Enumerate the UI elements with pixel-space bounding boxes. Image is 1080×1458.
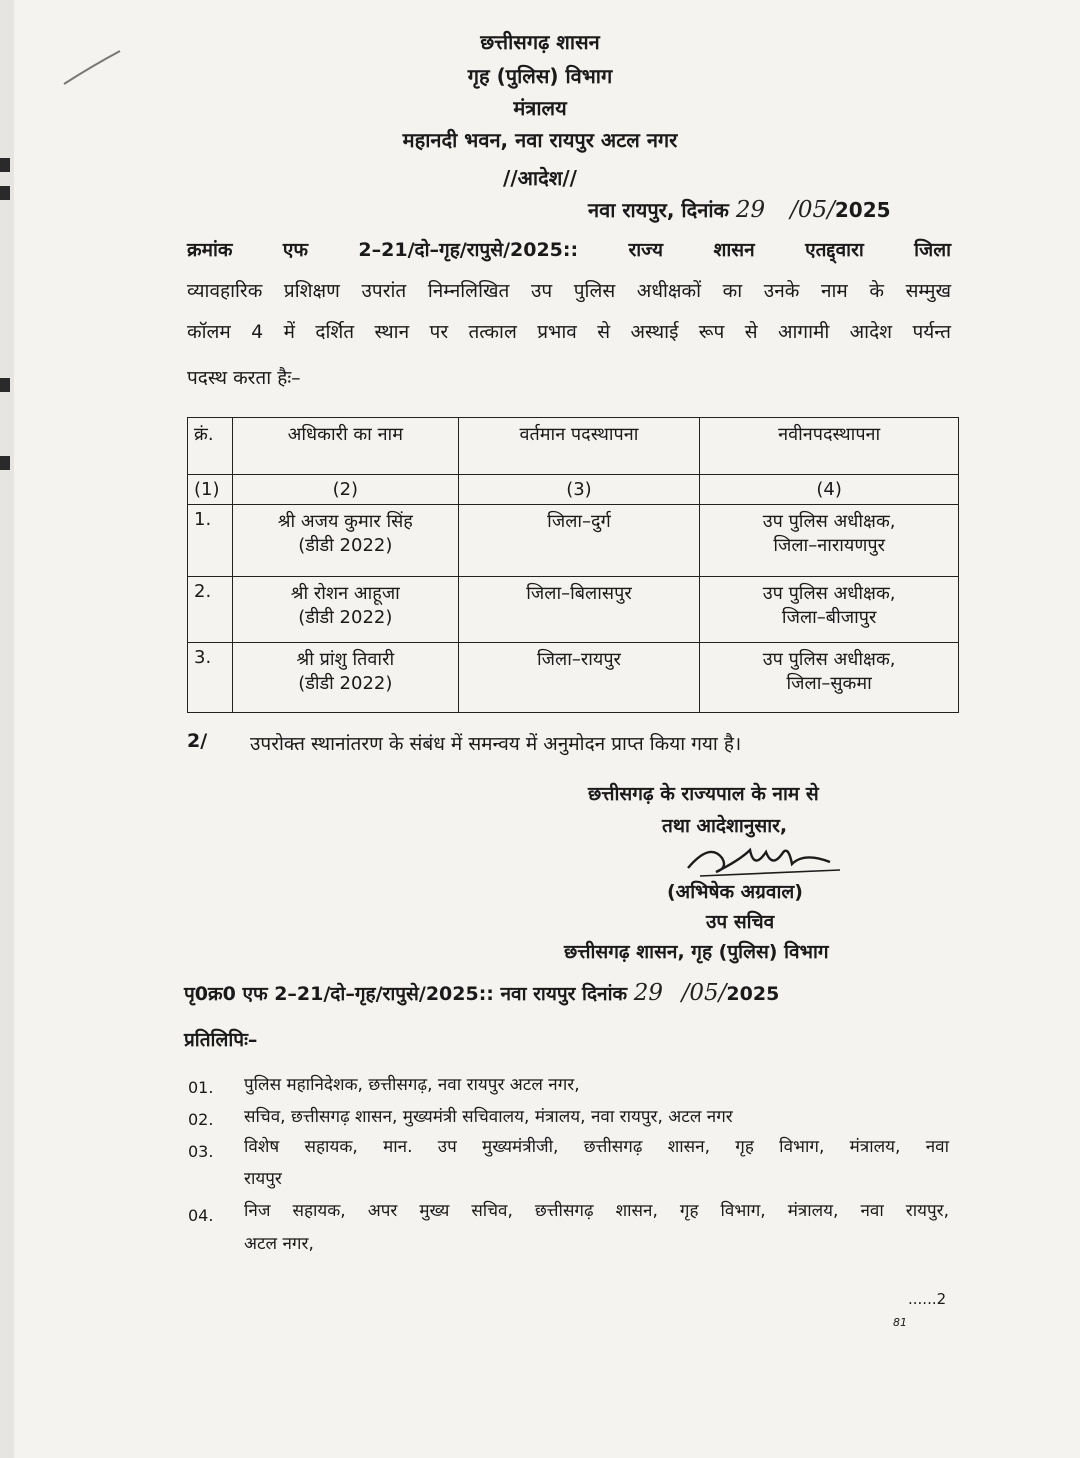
page-edge — [0, 0, 14, 1458]
next-page-indicator: ......2 — [908, 1290, 947, 1308]
page-mark: 81 — [893, 1316, 907, 1329]
officer-batch: (डीडी 2022) — [298, 535, 393, 556]
para1-line-1: क्रमांक एफ 2–21/दो–गृह/रापुसे/2025:: राज्य शासन एतद्द्वारा जिला — [187, 239, 951, 261]
new-place: जिला–सुकमा — [786, 673, 872, 694]
row-serial: 1. — [188, 505, 233, 577]
copy-number: 03. — [188, 1142, 214, 1161]
endorsement-year: 2025 — [726, 983, 780, 1005]
colnum-3: (3) — [458, 475, 700, 505]
endorsement-day: 29 — [633, 980, 664, 1006]
copy-number: 04. — [188, 1206, 214, 1225]
header-serial: क्रं. — [188, 418, 233, 475]
header-address: महानदी भवन, नवा रायपुर अटल नगर — [402, 128, 678, 152]
officer-name: श्री रोशन आहूजा — [290, 583, 400, 604]
row-new — [700, 505, 959, 577]
copy-text: पुलिस महानिदेशक, छत्तीसगढ़, नवा रायपुर अटल नगर, — [244, 1075, 580, 1095]
table-row — [188, 577, 959, 643]
date-day: 29 — [735, 197, 766, 223]
endorsement-ref: पृ0क्र0 एफ 2–21/दो–गृह/रापुसे/2025:: नवा रायपुर दिनांक — [184, 983, 628, 1005]
header-officer-name: अधिकारी का नाम — [232, 418, 458, 475]
colnum-4: (4) — [700, 475, 959, 505]
row-serial: 2. — [188, 577, 233, 643]
officer-name: श्री अजय कुमार सिंह — [277, 511, 413, 532]
para1-line-2: व्यावहारिक प्रशिक्षण उपरांत निम्नलिखित उप पुलिस अधीक्षकों का उनके नाम के सम्मुख — [187, 280, 951, 302]
new-post: उप पुलिस अधीक्षक, — [762, 583, 896, 604]
para2-number: 2/ — [187, 730, 208, 752]
row-officer — [232, 643, 458, 713]
copy-text-cont: अटल नगर, — [244, 1234, 314, 1254]
header-department: गृह (पुलिस) विभाग — [467, 64, 613, 88]
date-year: 2025 — [834, 198, 891, 222]
row-current: जिला–बिलासपुर — [458, 577, 700, 643]
header-government: छत्तीसगढ़ शासन — [480, 30, 600, 54]
edge-mark — [0, 378, 10, 392]
order-title: //आदेश// — [503, 166, 577, 190]
signatory-designation: उप सचिव — [706, 911, 775, 933]
new-place: जिला–बीजापुर — [781, 607, 877, 628]
colnum-1: (1) — [188, 475, 233, 505]
table-header-row — [188, 418, 959, 475]
header-new-posting: नवीनपदस्थापना — [700, 418, 959, 475]
new-post: उप पुलिस अधीक्षक, — [762, 649, 896, 670]
header-current-posting: वर्तमान पदस्थापना — [458, 418, 700, 475]
officer-name: श्री प्रांशु तिवारी — [296, 649, 395, 670]
copy-text: सचिव, छत्तीसगढ़ शासन, मुख्यमंत्री सचिवालय, मंत्रालय, नवा रायपुर, अटल नगर — [244, 1107, 733, 1127]
copy-label: प्रतिलिपिः– — [184, 1029, 258, 1051]
para2-text: उपरोक्त स्थानांतरण के संबंध में समन्वय में अनुमोदन प्राप्त किया गया है। — [250, 733, 742, 755]
row-current: जिला–दुर्ग — [458, 505, 700, 577]
copy-number: 02. — [188, 1110, 214, 1129]
row-current: जिला–रायपुर — [458, 643, 700, 713]
colnum-2: (2) — [232, 475, 458, 505]
table-colnum-row — [188, 475, 959, 505]
signatory-office: छत्तीसगढ़ शासन, गृह (पुलिस) विभाग — [564, 941, 829, 963]
new-place: जिला–नारायणपुर — [773, 535, 885, 556]
table-row — [188, 505, 959, 577]
signature-line-1: छत्तीसगढ़ के राज्यपाल के नाम से — [588, 783, 819, 805]
copy-text-cont: रायपुर — [244, 1169, 282, 1189]
handwritten-signature — [680, 838, 845, 882]
row-officer — [232, 505, 458, 577]
para1-line-4: पदस्थ करता हैः– — [187, 367, 301, 389]
new-post: उप पुलिस अधीक्षक, — [762, 511, 896, 532]
signatory-name: (अभिषेक अग्रवाल) — [667, 881, 803, 903]
signature-line-2: तथा आदेशानुसार, — [662, 815, 788, 837]
row-serial: 3. — [188, 643, 233, 713]
para1-line-3: कॉलम 4 में दर्शित स्थान पर तत्काल प्रभाव से अस्थाई रूप से आगामी आदेश पर्यन्त — [187, 321, 951, 343]
date-month: 05 — [797, 197, 828, 223]
date-prefix: नवा रायपुर, दिनांक — [588, 198, 729, 222]
row-new — [700, 577, 959, 643]
posting-table — [187, 417, 959, 713]
table-row — [188, 643, 959, 713]
row-new — [700, 643, 959, 713]
copy-number: 01. — [188, 1078, 214, 1097]
copy-text: विशेष सहायक, मान. उप मुख्यमंत्रीजी, छत्तीसगढ़ शासन, गृह विभाग, मंत्रालय, नवा — [244, 1137, 949, 1157]
row-officer — [232, 577, 458, 643]
edge-mark — [0, 456, 10, 470]
copy-text: निज सहायक, अपर मुख्य सचिव, छत्तीसगढ़ शासन, गृह विभाग, मंत्रालय, नवा रायपुर, — [244, 1201, 949, 1221]
officer-batch: (डीडी 2022) — [298, 607, 393, 628]
endorsement-line: पृ0क्र0 एफ 2–21/दो–गृह/रापुसे/2025:: नवा रायपुर दिनांक 29 /05/2025 — [184, 980, 780, 1006]
officer-batch: (डीडी 2022) — [298, 673, 393, 694]
endorsement-month: 05 — [689, 980, 719, 1006]
order-date: नवा रायपुर, दिनांक 29 /05/2025 — [588, 197, 891, 223]
header-ministry: मंत्रालय — [513, 96, 567, 120]
